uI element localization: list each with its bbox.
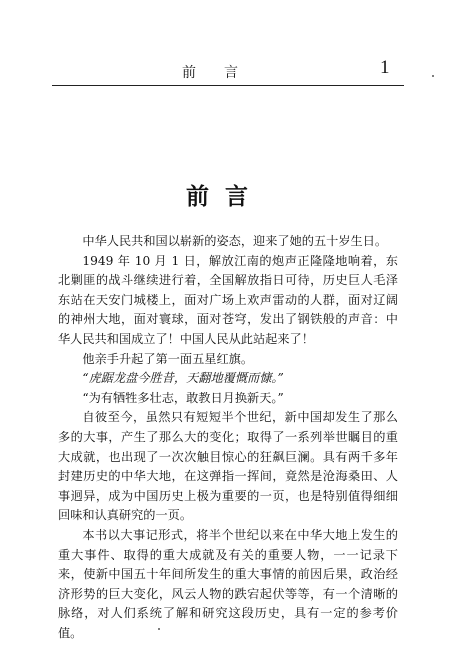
paragraph: 自彼至今，虽然只有短短半个世纪，新中国却发生了那么多的大事，产生了那么大的变化；取得了一系列举世瞩目的重大成就，也出现了一次次触目惊心的狂飙巨澜。具有两千多年封建历史的中华大地，在这弹指一挥间，竟然是沧海桑田、人事迥异，成为中国历史上极为重要的一页，也是特别值得细细回味和认真研究的一页。 xyxy=(58,410,398,523)
paragraph: 中华人民共和国以崭新的姿态，迎来了她的五十岁生日。 xyxy=(82,234,388,248)
scan-speck xyxy=(432,75,434,77)
paragraph: 1949 年 10 月 1 日，解放江南的炮声正隆隆地响着，东北剿匪的战斗继续进行着，全国解放指日可待，历史巨人毛泽东站在天安门城楼上，面对广场上欢声雷动的人群，面对辽阔的神州大地，面对寰球，面对苍穹，发出了钢铁般的声音：中华人民共和国成立了！中国人民从此站起来了！ xyxy=(58,253,398,346)
paragraph: 他亲手升起了第一面五星红旗。 xyxy=(82,351,254,366)
header-rule xyxy=(52,85,404,86)
running-header-title: 前 言 xyxy=(182,65,238,81)
body-text xyxy=(58,232,398,643)
poem-line: “为有牺牲多壮志，敢教日月换新天。” xyxy=(82,390,284,405)
poem-line: “虎踞龙盘今胜昔，天翻地覆慨而慷。” xyxy=(82,371,284,386)
chapter-title: 前言 xyxy=(186,184,264,210)
paragraph: 本书以大事记形式，将半个世纪以来在中华大地上发生的重大事件、取得的重大成就及有关的重要人物，一一记录下来，使新中国五十年间所发生的重大事情的前因后果，政治经济形势的巨大变化，风云人物的跌宕起伏等等，有一个清晰的脉络，对人们系统了解和研究这段历史，具有一定的参考价值。 xyxy=(58,527,398,640)
page-number: 1 xyxy=(380,57,390,78)
scan-speck xyxy=(158,628,160,630)
